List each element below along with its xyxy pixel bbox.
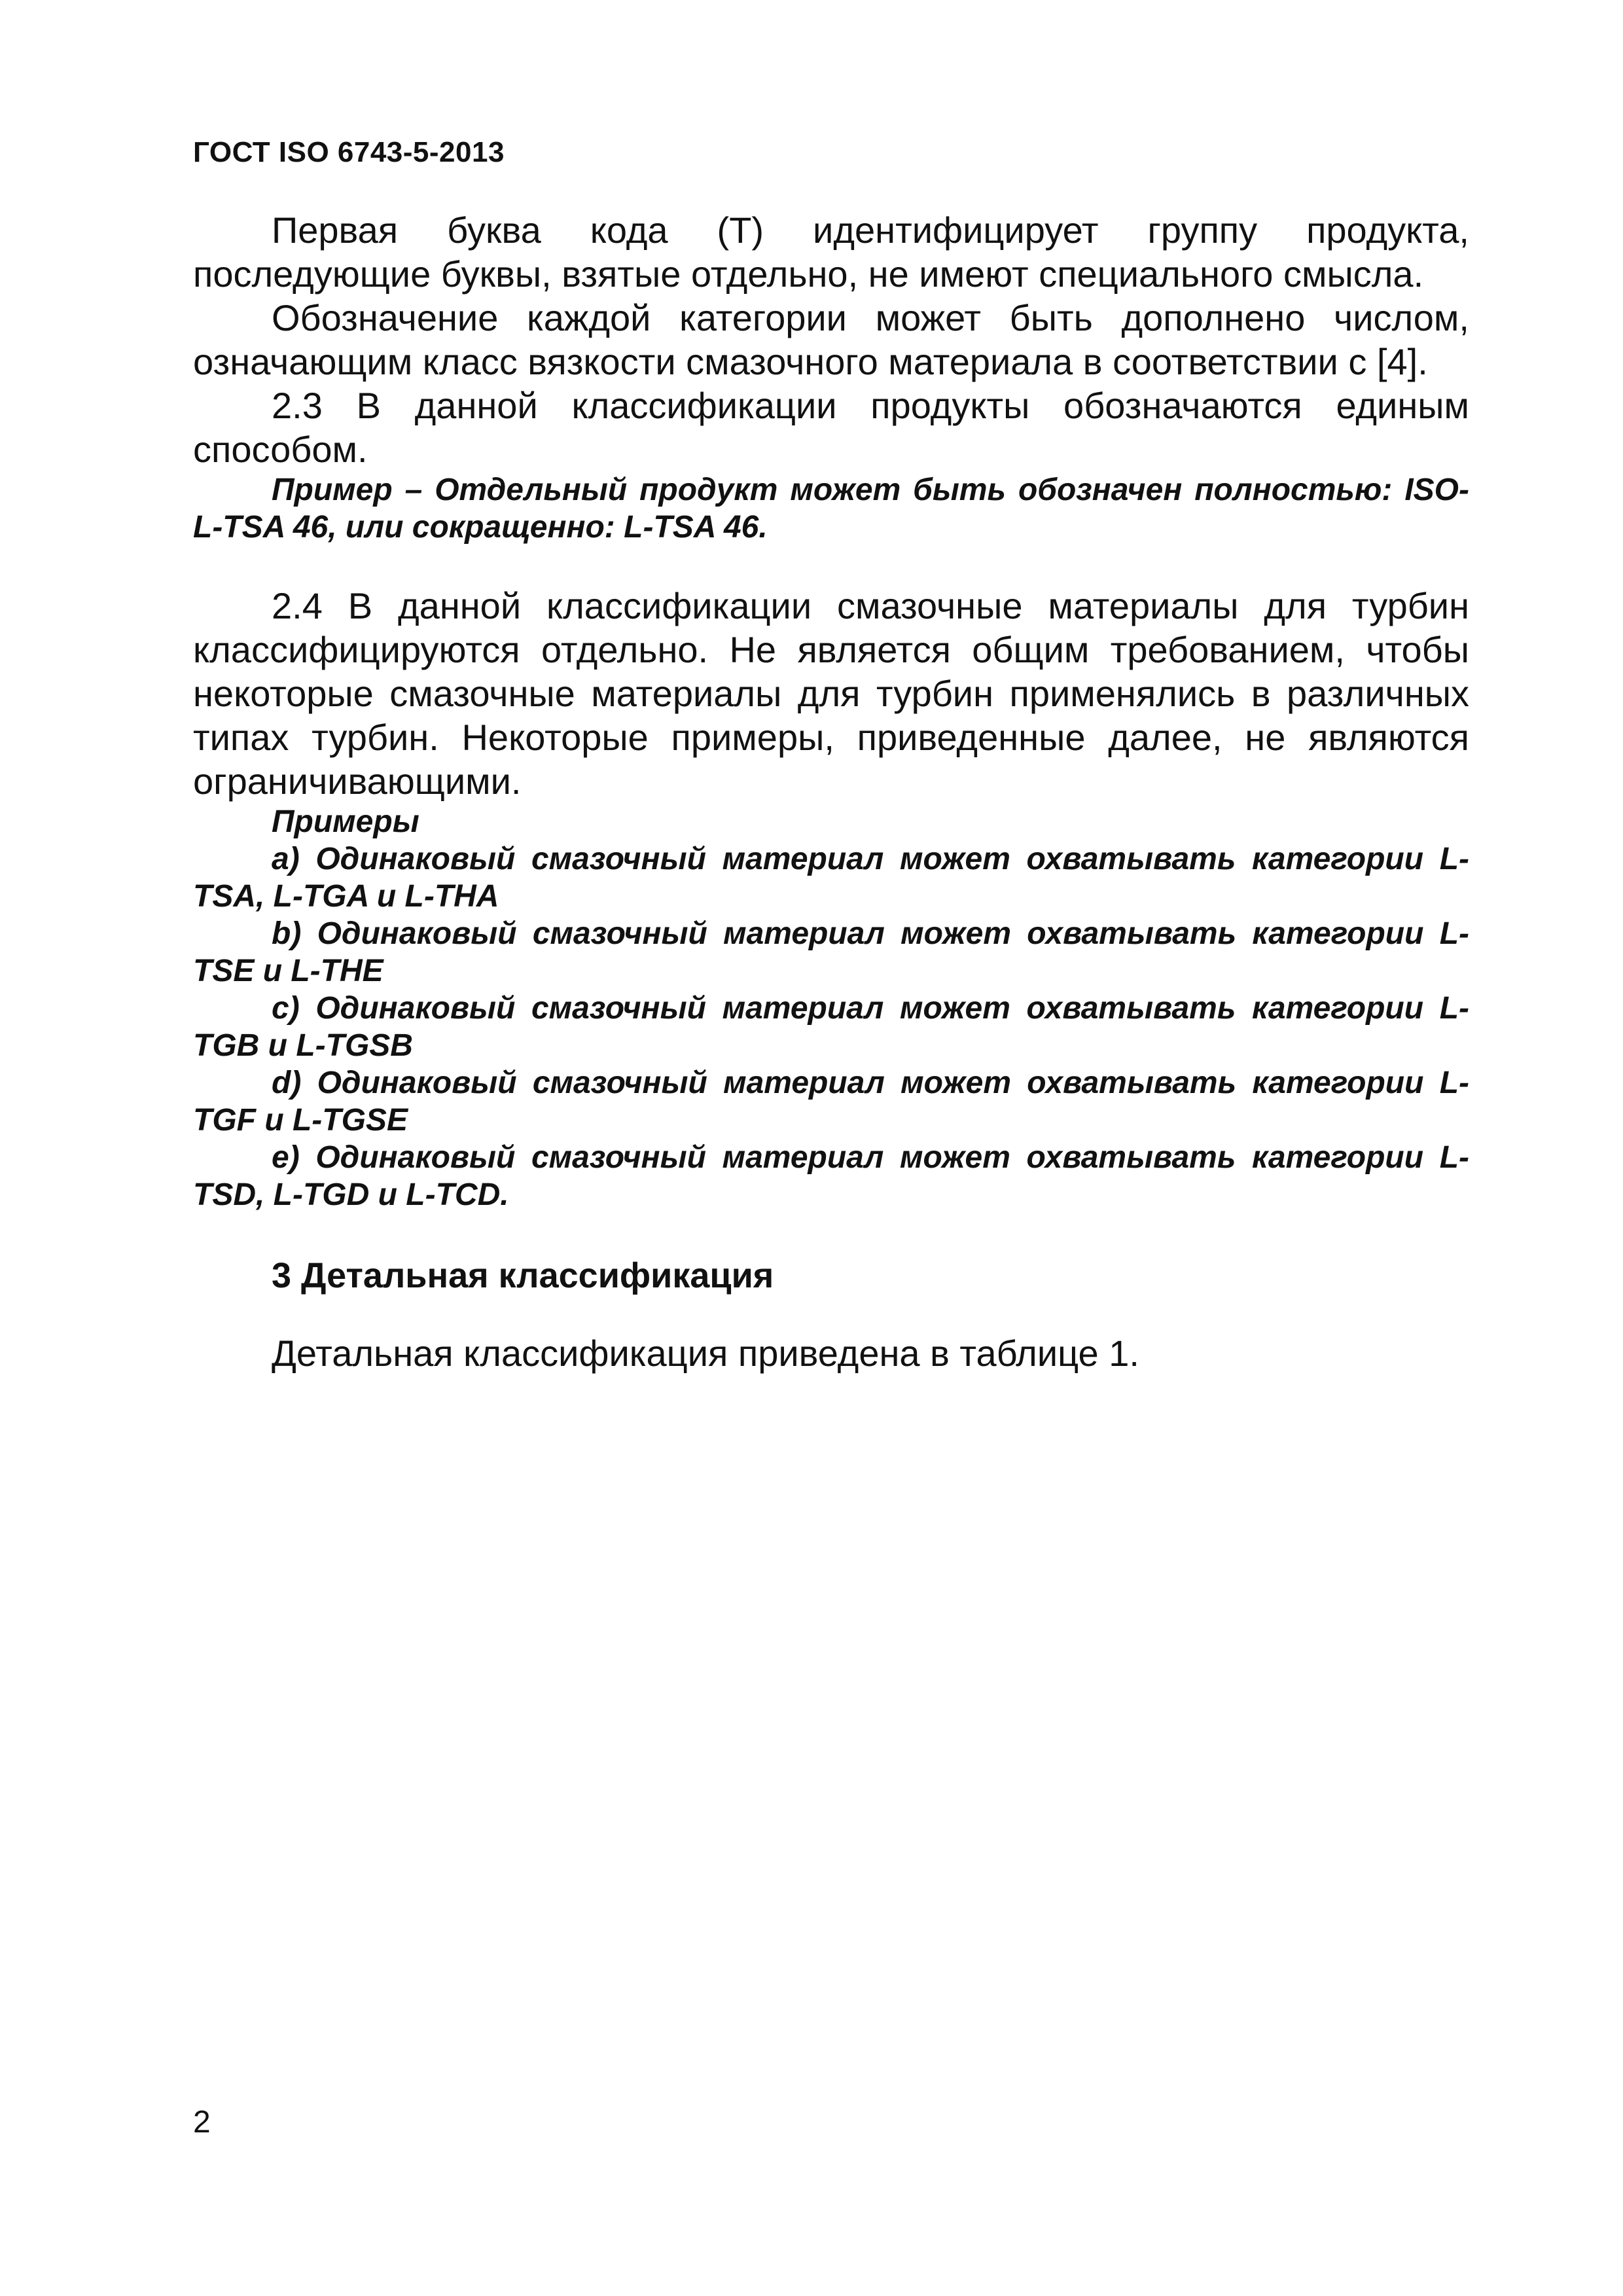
document-header-code: ГОСТ ISO 6743-5-2013 bbox=[193, 136, 505, 168]
section-3-heading: 3 Детальная классификация bbox=[272, 1256, 774, 1295]
example-item-d: d) Одинаковый смазочный материал может охватывать категории L-TGF и L-TGSE bbox=[193, 1066, 1469, 1138]
document-body bbox=[193, 208, 1469, 1375]
section-3-text: Детальная классификация приведена в таблице 1. bbox=[272, 1333, 1139, 1374]
paragraph-code-letters: Первая буква кода (T) идентифицирует группу продукта, последующие буквы, взятые отдельно, не имеют специального смысла. bbox=[193, 209, 1469, 295]
spacer bbox=[193, 1297, 1469, 1331]
paragraph-2-3: 2.3 В данной классификации продукты обозначаются единым способом. bbox=[193, 385, 1469, 470]
spacer bbox=[193, 546, 1469, 584]
examples-title: Примеры bbox=[272, 804, 419, 839]
example-item-c: c) Одинаковый смазочный материал может охватывать категории L-TGB и L-TGSB bbox=[193, 991, 1469, 1063]
example-item-e: e) Одинаковый смазочный материал может охватывать категории L-TSD, L-TGD и L-TCD. bbox=[193, 1140, 1469, 1212]
paragraph-viscosity-grade: Обозначение каждой категории может быть дополнено числом, означающим класс вязкости смазочного материала в соответствии с [4]. bbox=[193, 297, 1469, 382]
page-number: 2 bbox=[193, 2105, 211, 2140]
example-designation: Пример – Отдельный продукт может быть обозначен полностью: ISO-L-TSA 46, или сокращенно: L-TSA 46. bbox=[193, 473, 1469, 545]
example-item-b: b) Одинаковый смазочный материал может охватывать категории L-TSE и L-THE bbox=[193, 916, 1469, 988]
example-item-a: a) Одинаковый смазочный материал может охватывать категории L-TSA, L-TGA и L-THA bbox=[193, 842, 1469, 914]
spacer bbox=[193, 1213, 1469, 1254]
paragraph-2-4: 2.4 В данной классификации смазочные материалы для турбин классифицируются отдельно. Не является общим требованием, чтобы некоторые смазочные материалы для турбин применялись в различных типах турбин. Некоторые примеры, приведенные далее, не являются ограничивающими. bbox=[193, 585, 1469, 802]
